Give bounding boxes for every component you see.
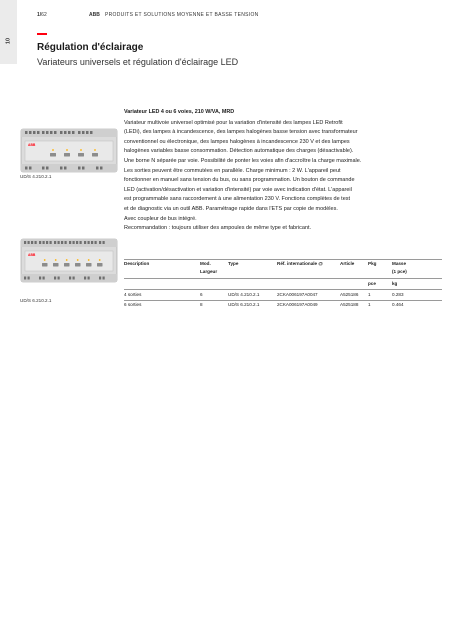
cell-type: UD/S 6.210.2.1 bbox=[228, 302, 260, 307]
cell-pkg: 1 bbox=[368, 292, 371, 297]
description-line: Les sorties peuvent être commutées en parallèle. Charge minimum : 2 W. L'appareil peut bbox=[124, 167, 341, 174]
page-subtitle: Variateurs universels et régulation d'éclairage LED bbox=[37, 57, 239, 67]
cell-description: 4 sorties bbox=[124, 292, 142, 297]
col-header-article: Article bbox=[340, 261, 355, 266]
product-caption-2: UD/S 6.210.2.1 bbox=[20, 298, 52, 303]
description-line: est programmable sans raccordement à une alimentation 230 V. Fonctions complètes de test bbox=[124, 196, 351, 203]
col-header-mod: Mod. bbox=[200, 261, 211, 266]
accent-bar bbox=[37, 33, 47, 35]
product-title: Variateur LED 4 ou 6 voies, 210 W/VA, MRD bbox=[124, 109, 235, 115]
cell-reference: 2CKA006197A0047 bbox=[277, 292, 318, 297]
description-line: LED (activation/désactivation et variation d'intensité) par voie avec indication d'état. L'appareil bbox=[124, 186, 352, 193]
product-image-4-outputs bbox=[20, 127, 118, 174]
table-rule bbox=[124, 278, 442, 279]
cell-article: A525188 bbox=[340, 302, 359, 307]
col-header-type: Type bbox=[228, 261, 239, 266]
svg-text:ABB: ABB bbox=[28, 143, 36, 147]
cell-mass: 0.283 bbox=[392, 292, 404, 297]
cell-pkg: 1 bbox=[368, 302, 371, 307]
svg-text:ABB: ABB bbox=[28, 253, 36, 257]
product-caption-1: UD/S 4.210.2.1 bbox=[20, 174, 52, 179]
cell-description: 6 sorties bbox=[124, 302, 142, 307]
side-tab-label: 10 bbox=[5, 37, 12, 45]
unit-mass: kg bbox=[392, 281, 398, 286]
table-rule bbox=[124, 300, 442, 301]
description-line: halogènes variables basse consommation. Détection automatique des charges (désactivable). bbox=[124, 148, 354, 155]
description-line: et de diagnostic via un outil ABB. Paramétrage rapide dans l'ETS par copie de modèles. bbox=[124, 205, 338, 212]
description-line: Avec coupleur de bus intégré. bbox=[124, 215, 197, 222]
col-header-mass: Masse bbox=[392, 261, 407, 266]
section-title: PRODUITS ET SOLUTIONS MOYENNE ET BASSE TENSION bbox=[105, 12, 259, 18]
brand-label: ABB bbox=[89, 12, 100, 18]
unit-pkg: pce bbox=[368, 281, 376, 286]
page-total: 62 bbox=[41, 12, 47, 18]
cell-reference: 2CKA006197A0049 bbox=[277, 302, 318, 307]
cell-type: UD/S 4.210.2.1 bbox=[228, 292, 260, 297]
page-title: Régulation d'éclairage bbox=[37, 42, 144, 53]
description-line: conventionnel ou électronique, des lampes halogènes à incandescence 230 V et des lampes bbox=[124, 138, 350, 145]
description-line: Variateur multivoie universel optimisé pour la variation d'intensité des lampes LED Retrofit bbox=[124, 119, 343, 126]
cell-mod: 6 bbox=[200, 292, 203, 297]
description-line: (LEDi), des lampes à incandescence, des lampes halogènes basse tension avec transformateur bbox=[124, 129, 358, 136]
description-line: Une borne N séparée par voie. Possibilité de ponter les voies afin d'accroître la charge maximale. bbox=[124, 157, 362, 164]
col-header-description: Description bbox=[124, 261, 150, 266]
description-line: fonctionner en manuel sans tension du bus, ou sans programmation. Un bouton de commande bbox=[124, 177, 355, 184]
page-header bbox=[37, 12, 259, 18]
cell-mass: 0.464 bbox=[392, 302, 404, 307]
product-description bbox=[124, 108, 442, 234]
col-header-mass-unit: (1 pce) bbox=[392, 269, 407, 274]
table-rule bbox=[124, 289, 442, 290]
side-tab bbox=[0, 0, 17, 64]
product-image-6-outputs bbox=[20, 237, 118, 284]
cell-article: A525186 bbox=[340, 292, 359, 297]
cell-mod: 8 bbox=[200, 302, 203, 307]
page-number: 1/ bbox=[37, 12, 42, 18]
col-header-mod-width: Largeur bbox=[200, 269, 218, 274]
col-header-reference: Réf. internationale @ bbox=[277, 261, 323, 266]
col-header-pkg: Pkg bbox=[368, 261, 377, 266]
description-line: Recommandation : toujours utiliser des ampoules de même type et fabricant. bbox=[124, 225, 312, 232]
